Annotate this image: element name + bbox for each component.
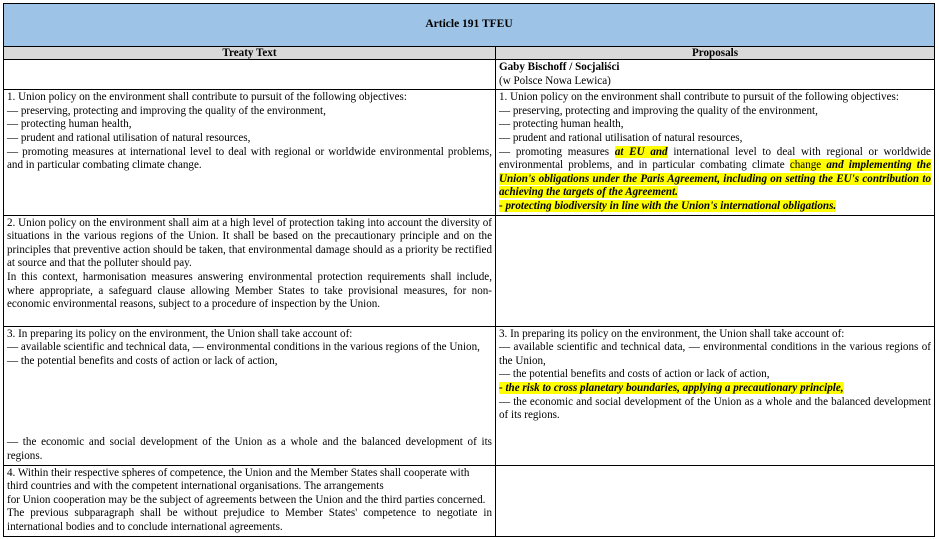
treaty-s3-line: — the economic and social development of the Union as a whole and the balanced development of its regions. bbox=[7, 436, 492, 463]
author-name: Gaby Bischoff / Socjaliści bbox=[499, 61, 620, 73]
header-row bbox=[4, 47, 935, 60]
author-empty-cell bbox=[4, 60, 496, 90]
title-row bbox=[4, 4, 935, 47]
treaty-s1-line: — protecting human health, bbox=[7, 118, 132, 131]
author-cell bbox=[496, 60, 935, 90]
proposal-s1-promoting bbox=[499, 146, 931, 200]
treaty-section-4 bbox=[4, 465, 496, 536]
highlight-biodiversity: - protecting biodiversity in line with the Union's international obligations. bbox=[499, 199, 837, 212]
section-3-row bbox=[4, 326, 935, 465]
comparison-table bbox=[3, 3, 935, 537]
highlight-paris-agreement: and implementing the Union's obligations under the Paris Agreement, including on setting the EU's contribution to achieving the targets of the Agreement. bbox=[499, 159, 931, 199]
proposal-s3-line: 3. In preparing its policy on the environment, the Union shall take account of: bbox=[499, 327, 845, 340]
author-row bbox=[4, 60, 935, 90]
treaty-section-1 bbox=[4, 90, 496, 215]
treaty-s4-para: 4. Within their respective spheres of competence, the Union and the Member States shall cooperate with third countries and with the competent international organisations. The arrangements bbox=[7, 466, 470, 493]
treaty-section-3 bbox=[4, 326, 496, 465]
proposal-s3-added bbox=[499, 382, 931, 396]
treaty-s4-para: for Union cooperation may be the subject of agreements between the Union and the third parties concerned. bbox=[7, 493, 486, 506]
promoting-text-cont: international level to deal with regional or worldwide environmental problems, and in particular combating climate bbox=[499, 145, 931, 172]
proposal-s1-line: 1. Union policy on the environment shall contribute to pursuit of the following objectives: bbox=[499, 91, 899, 104]
proposal-s3-line: — the economic and social development of the Union as a whole and the balanced development of its regions. bbox=[499, 395, 931, 422]
proposal-s1-line: — protecting human health, bbox=[499, 118, 624, 131]
proposal-section-4-empty bbox=[496, 465, 935, 536]
treaty-s3-line: 3. In preparing its policy on the environment, the Union shall take account of: bbox=[7, 327, 353, 340]
treaty-s1-line: — promoting measures at international level to deal with regional or worldwide environmental problems, and in particular combating climate change. bbox=[7, 145, 492, 172]
proposal-s3-line: — available scientific and technical data, — environmental conditions in the various regions of the Union, bbox=[499, 341, 931, 367]
treaty-s2-para: 2. Union policy on the environment shall aim at a high level of protection taking into account the diversity of situations in the various regions of the Union. It shall be based on the precautionary principle and on the principles that preventive action should be taken, that environmental damage should as a priority be rectified at source and that the polluter should pay. bbox=[7, 216, 492, 270]
treaty-s3-line: — available scientific and technical data, — environmental conditions in the various regions of the Union, bbox=[7, 341, 480, 354]
table-title: Article 191 TFEU bbox=[4, 4, 935, 47]
treaty-s3-line: — the potential benefits and costs of action or lack of action, bbox=[7, 354, 278, 367]
blank-line bbox=[7, 312, 492, 325]
treaty-s2-para: In this context, harmonisation measures answering environmental protection requirements shall include, where appropriate, a safeguard clause allowing Member States to take provisional measures, for non-economic environmental reasons, subject to a procedure of inspection by the Union. bbox=[7, 270, 492, 311]
promoting-text: — promoting measures bbox=[499, 145, 615, 158]
treaty-s1-line: — preserving, protecting and improving the quality of the environment, bbox=[7, 104, 326, 117]
section-4-row bbox=[4, 465, 935, 536]
highlight-planetary-boundaries: - the risk to cross planetary boundaries, applying a precautionary principle, bbox=[499, 382, 844, 395]
highlight-change: change bbox=[789, 159, 822, 172]
proposal-s1-biodiversity bbox=[499, 200, 931, 214]
proposal-s3-line: — the potential benefits and costs of action or lack of action, bbox=[499, 368, 770, 381]
proposals-header: Proposals bbox=[496, 47, 935, 60]
spacer bbox=[7, 368, 492, 436]
author-party: (w Polsce Nowa Lewica) bbox=[499, 74, 611, 87]
treaty-s1-line: — prudent and rational utilisation of natural resources, bbox=[7, 131, 251, 144]
proposal-section-3 bbox=[496, 326, 935, 465]
treaty-s1-line: 1. Union policy on the environment shall contribute to pursuit of the following objectives: bbox=[7, 91, 407, 104]
section-1-row bbox=[4, 90, 935, 215]
treaty-s4-para: The previous subparagraph shall be without prejudice to Member States' competence to negotiate in international bodies and to conclude international agreements. bbox=[7, 507, 492, 534]
proposal-section-1 bbox=[496, 90, 935, 215]
treaty-text-header: Treaty Text bbox=[4, 47, 496, 60]
treaty-section-2 bbox=[4, 215, 496, 326]
proposal-section-2-empty bbox=[496, 215, 935, 326]
proposal-s1-line: — preserving, protecting and improving the quality of the environment, bbox=[499, 104, 818, 117]
section-2-row bbox=[4, 215, 935, 326]
highlight-eu: at EU and bbox=[614, 145, 668, 158]
proposal-s1-line: — prudent and rational utilisation of natural resources, bbox=[499, 131, 743, 144]
